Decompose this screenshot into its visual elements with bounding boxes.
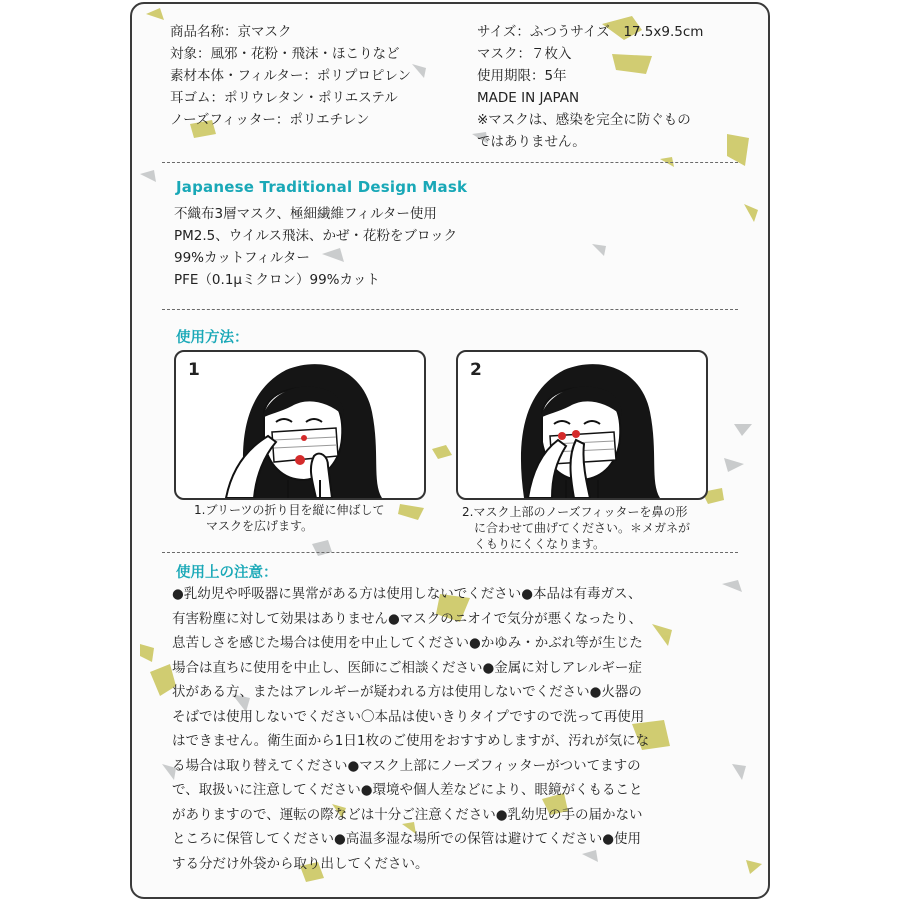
caution-line: る場合は取り替えてください●マスク上部にノーズフィッターがついてますの <box>172 757 641 774</box>
caution-line: がありますので、運転の際などは十分ご注意ください●乳幼児の手の届かない <box>172 806 643 823</box>
caution-line: 状がある方、またはアレルギーが疑われる方は使用しないでください●火器の <box>172 684 642 700</box>
step-1-caption <box>194 502 385 534</box>
caution-line: 息苦しさを感じた場合は使用を中止してください●かゆみ・かぶれ等が生じた <box>172 635 643 651</box>
step-1-panel <box>174 350 426 500</box>
feature-line: 99%カットフィルター <box>174 250 310 266</box>
feature-line: 不織布3層マスク、極細繊維フィルター使用 <box>174 206 437 222</box>
caution-line: で、取扱いに注意してください●環境や個人差などにより、眼鏡がくもること <box>172 782 643 798</box>
caption-line: 2.マスク上部のノーズフィッターを鼻の形 <box>462 505 688 519</box>
spec-list-right <box>477 21 703 153</box>
spec-nose-fitter: ノーズフィッター：ポリエチレン <box>170 112 370 128</box>
woman-fitting-nose-wire-icon <box>458 352 706 498</box>
step-2-caption <box>462 504 690 552</box>
spec-target: 対象：風邪・花粉・飛沫・ほこりなど <box>170 46 400 62</box>
caption-line: マスクを広げます。 <box>206 519 314 533</box>
caption-line: に合わせて曲げてください。＊メガネが <box>474 521 691 535</box>
caution-line: する分だけ外袋から取り出してください。 <box>172 855 429 872</box>
section-divider <box>162 552 738 553</box>
spec-ear-loop: 耳ゴム：ポリウレタン・ポリエステル <box>170 90 398 106</box>
step-number: 1 <box>188 360 200 380</box>
spec-origin: MADE IN JAPAN <box>477 90 580 106</box>
caution-line: 場合は直ちに使用を中止し、医師にご相談ください●金属に対しアレルギー症 <box>172 659 642 676</box>
woman-spreading-mask-icon <box>176 352 424 498</box>
usage-title: 使用方法： <box>176 330 249 346</box>
caution-line: ところに保管してください●高温多湿な場所での保管は避けてください●使用 <box>172 831 642 847</box>
caution-title: 使用上の注意： <box>176 565 278 581</box>
section-divider <box>162 309 738 310</box>
caption-line: 1.ブリーツの折り目を縦に伸ばして <box>194 503 385 517</box>
design-feature-list <box>174 203 457 291</box>
spec-quantity: マスク：７枚入 <box>477 46 572 62</box>
step-2-panel <box>456 350 708 500</box>
package-back-card <box>130 2 770 899</box>
step-number: 2 <box>470 360 482 380</box>
spec-size: サイズ：ふつうサイズ 17.5x9.5cm <box>477 24 704 40</box>
caution-line: ●乳幼児や呼吸器に異常がある方は使用しないでください●本品は有毒ガス、 <box>172 586 642 602</box>
spec-product-name: 商品名称：京マスク <box>170 24 292 40</box>
feature-line: PFE（0.1μミクロン）99%カット <box>174 272 380 288</box>
caution-line: はできません。衛生面から1日1枚のご使用をおすすめしますが、汚れが気にな <box>172 733 650 749</box>
design-title: Japanese Traditional Design Mask <box>176 178 468 196</box>
caution-line: 有害粉塵に対して効果はありません●マスクのニオイで気分が悪くなったり、 <box>172 610 643 627</box>
spec-list-left <box>170 21 411 131</box>
spec-material: 素材本体・フィルター：ポリプロピレン <box>170 68 412 84</box>
spec-disclaimer-line2: ではありません。 <box>477 134 586 150</box>
section-divider <box>162 162 738 163</box>
caution-text <box>172 582 737 876</box>
feature-line: PM2.5、ウイルス飛沫、かぜ・花粉をブロック <box>174 228 458 244</box>
caption-line: くもりにくくなります。 <box>474 537 606 551</box>
spec-expiry: 使用期限：5年 <box>477 68 567 84</box>
spec-disclaimer-line1: ※マスクは、感染を完全に防ぐもの <box>477 112 691 128</box>
caution-line: そばでは使用しないでください〇本品は使いきりタイプですので洗って再使用 <box>172 708 645 725</box>
